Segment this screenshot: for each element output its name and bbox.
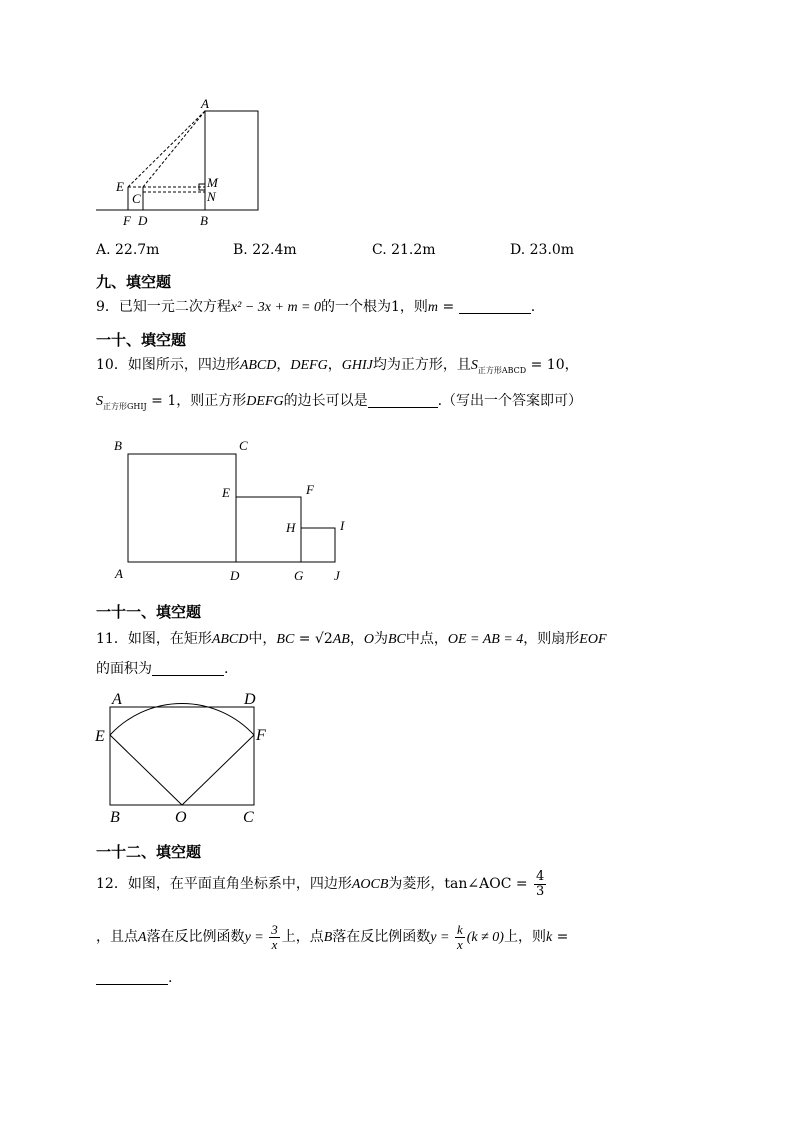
q11-bc: BC: [276, 632, 295, 647]
q11-line2: [96, 659, 228, 679]
q11-mid1: 中，: [248, 631, 277, 647]
q11-answer-blank[interactable]: [152, 661, 224, 676]
q12-f1-den: x: [271, 936, 278, 952]
q10-sep1: ，: [276, 357, 291, 373]
q12-f1: [269, 923, 280, 952]
q10-line2-text: 则正方形: [190, 393, 247, 409]
q12-tan: tan∠AOC =: [444, 876, 533, 892]
label-C: C: [132, 191, 141, 206]
segment-oe: [110, 735, 182, 805]
q11-mid3: 中点，: [405, 631, 448, 647]
label-F: F: [256, 727, 266, 744]
q11-comma: ，: [349, 631, 364, 647]
q12-line2: [96, 919, 568, 955]
arc-ef: [110, 703, 254, 735]
q12-prefix: 12．如图，在平面直角坐标系中，四边形: [96, 876, 352, 892]
q8-option-b: B. 22.4m: [233, 242, 297, 258]
q10-val1: = 10，: [526, 357, 579, 373]
q11-ab: AB: [332, 632, 350, 647]
label-A: A: [112, 691, 122, 708]
q8-figure: [90, 95, 280, 230]
q10-shape-q: DEFG: [246, 394, 284, 409]
q11-mid4: ，则扇形: [523, 631, 580, 647]
q10-line2: [96, 391, 582, 417]
q12-line2b: 落在反比例函数: [146, 929, 245, 945]
label-B: B: [114, 438, 122, 453]
q10-sep2: ，: [327, 357, 342, 373]
q12-line2d: 落在反比例函数: [332, 929, 431, 945]
q12-line2a: ，且点: [96, 929, 138, 945]
q10-answer-blank[interactable]: [368, 393, 438, 408]
q12-line2e: 上，则: [503, 929, 546, 945]
q12-tan-den: 3: [536, 883, 545, 899]
q12-tan-num: 4: [536, 868, 545, 884]
label-B: B: [200, 213, 208, 228]
q11-o: O: [363, 632, 374, 647]
q10-shape1: ABCD: [239, 358, 277, 373]
q10-s2: S: [96, 394, 103, 409]
label-D: D: [138, 213, 148, 228]
q11-line1: [96, 629, 607, 650]
q12-answer-blank[interactable]: [96, 970, 168, 985]
q9-answer-blank[interactable]: [459, 299, 531, 314]
q12-y1: y =: [244, 930, 268, 945]
q9-equation: x² − 3x + m = 0: [230, 300, 321, 315]
q11-bc2: BC: [387, 632, 406, 647]
q10-line2-end: .（写出一个答案即可）: [437, 393, 583, 409]
q11-mid2: 为: [373, 631, 388, 647]
q11-oe: OE = AB = 4: [447, 632, 524, 647]
q9-eq: =: [438, 299, 459, 315]
q12-line2f: =: [552, 929, 569, 945]
q11-eq-sqrt: = √2: [294, 631, 333, 647]
q12-pa: A: [138, 930, 147, 945]
q12-aocb: AOCB: [351, 877, 389, 892]
sightline-ca: [143, 111, 205, 187]
q11-figure: [92, 690, 282, 830]
label-B: B: [110, 809, 120, 826]
q12-line2c: 上，点: [281, 929, 324, 945]
q12-cond: (k ≠ 0): [466, 930, 504, 945]
label-I: I: [340, 518, 345, 533]
label-E: E: [116, 179, 124, 194]
label-D: D: [230, 568, 240, 583]
label-G: G: [294, 568, 304, 583]
label-C: C: [239, 438, 248, 453]
label-E: E: [95, 728, 105, 745]
q9-prefix: 9．已知一元二次方程: [96, 299, 231, 315]
label-J: J: [334, 568, 340, 583]
label-F: F: [306, 482, 314, 497]
q11-end: .: [224, 661, 229, 677]
q12-line1: [96, 866, 548, 902]
q12-f2-num: k: [456, 921, 463, 937]
q9-end: .: [530, 299, 536, 315]
q10-sub1: 正方形ABCD: [477, 366, 527, 375]
q10-shape3: GHIJ: [341, 358, 373, 373]
label-N: N: [207, 189, 216, 204]
q12-y2: y =: [430, 930, 453, 945]
q12-kvar: k: [545, 930, 553, 945]
q8-option-c: C. 21.2m: [372, 242, 436, 258]
q10-s1: S: [470, 358, 478, 373]
q9-text: [96, 297, 535, 318]
q12-end: .: [168, 970, 173, 986]
q12-pb: B: [323, 930, 333, 945]
sightline-ea: [128, 111, 205, 187]
label-A: A: [201, 96, 209, 111]
q10-mid: 均为正方形，且: [372, 357, 471, 373]
q12-line3: [96, 968, 172, 988]
label-C: C: [243, 809, 254, 826]
q10-val2: = 1，: [146, 393, 191, 409]
q11-heading: 一十一、填空题: [96, 603, 202, 621]
q12-f2: [455, 923, 465, 952]
segment-of: [182, 735, 254, 805]
label-H: H: [286, 520, 296, 535]
q8-option-a: A. 22.7m: [96, 242, 160, 258]
q10-prefix: 10．如图所示，四边形: [96, 357, 240, 373]
q8-option-d: D. 23.0m: [510, 242, 575, 258]
q11-rect: ABCD: [211, 632, 249, 647]
label-A: A: [115, 566, 123, 581]
q11-eof: EOF: [579, 632, 607, 647]
label-D: D: [244, 691, 256, 708]
q10-heading: 一十、填空题: [96, 331, 187, 349]
q10-figure: [108, 435, 358, 585]
q10-line1: [96, 355, 579, 381]
label-M: M: [207, 175, 218, 190]
square-abcd: [128, 454, 236, 562]
q10-sub2: 正方形GHIJ: [103, 402, 147, 411]
q11-prefix: 11．如图，在矩形: [96, 631, 212, 647]
q9-var: m: [427, 300, 439, 315]
q12-heading: 一十二、填空题: [96, 843, 202, 861]
square-ghij: [301, 528, 335, 562]
label-O: O: [175, 809, 187, 826]
label-E: E: [222, 485, 230, 500]
q10-shape2: DEFG: [290, 358, 328, 373]
q11-line2-text: 的面积为: [96, 661, 152, 677]
q9-middle: 的一个根为1，则: [321, 299, 428, 315]
q12-f2-den: x: [456, 936, 463, 952]
label-F: F: [123, 213, 131, 228]
q12-mid1: 为菱形，: [388, 876, 445, 892]
q12-tan-fraction: [534, 870, 546, 899]
q12-f1-num: 3: [271, 921, 278, 937]
q9-heading: 九、填空题: [96, 273, 172, 291]
q10-line2-mid: 的边长可以是: [283, 393, 368, 409]
